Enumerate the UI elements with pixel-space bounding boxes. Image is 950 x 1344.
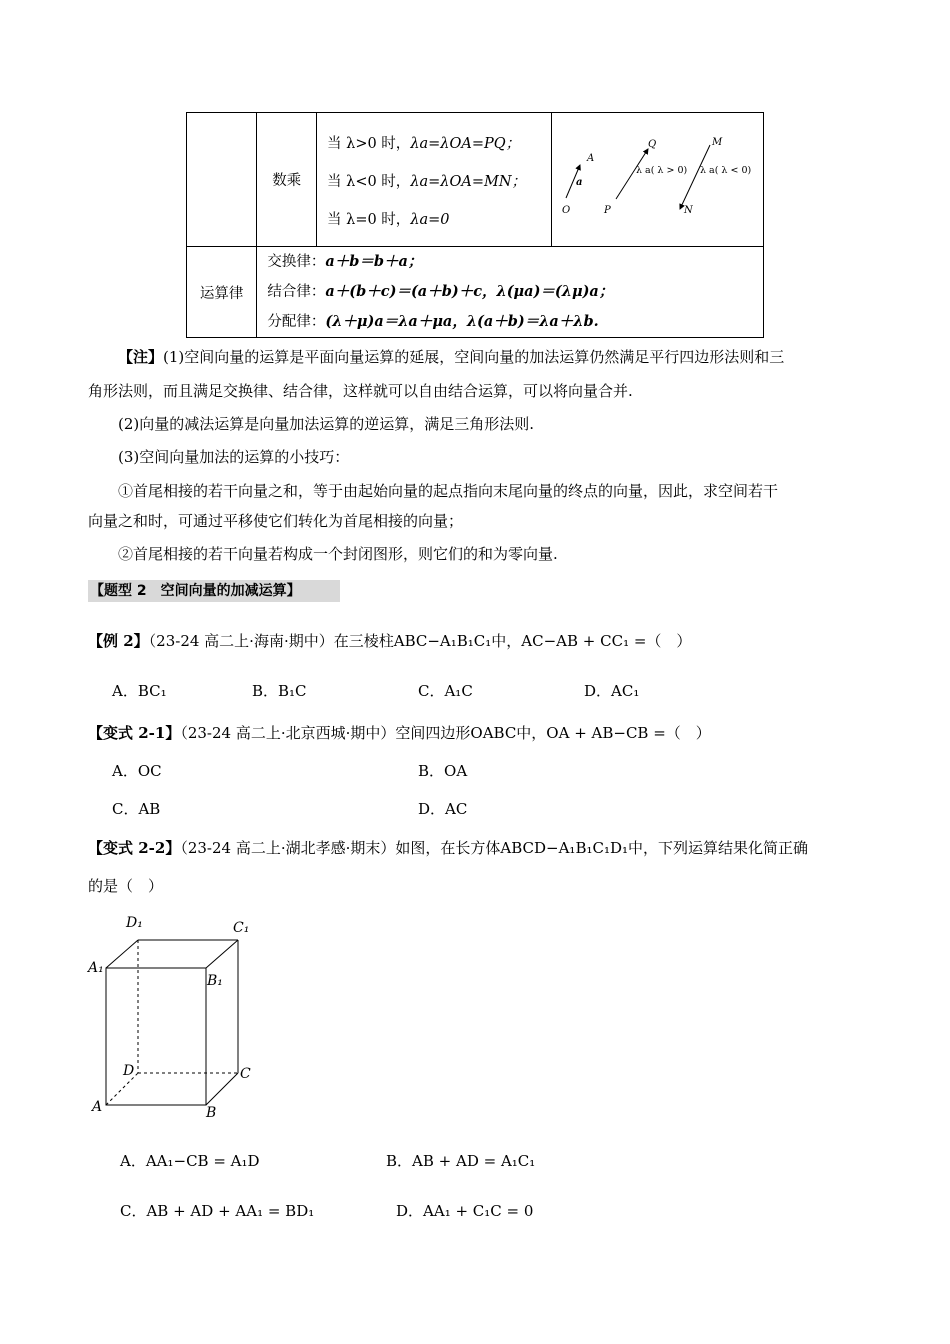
scalar-rules: 当 λ>0 时，λa=λOA=PQ； 当 λ<0 时，λa=λOA=MN； 当 λ=0 时，λa=0 <box>317 113 552 247</box>
note-line-3: (2)向量的减法运算是向量加法运算的逆运算，满足三角形法则. <box>118 415 535 433</box>
label-a: a <box>575 177 583 188</box>
variant-2-2-stem: 【变式 2-2】（23-24 高二上·湖北孝感·期末）如图，在长方体ABCD−A₁B₁C₁D₁中，下列运算结果化简正确 <box>88 839 809 857</box>
label-C: C <box>240 1066 251 1082</box>
scalar-label: 数乘 <box>257 113 317 247</box>
laws-label: 运算律 <box>187 247 257 338</box>
law-distributive: 分配律：(λ＋μ)a＝λa＋μa，λ(a＋b)＝λa＋λb. <box>267 313 599 330</box>
var21-option-c[interactable]: C．AB <box>112 800 161 818</box>
note-line-2: 角形法则，而且满足交换律、结合律，这样就可以自由结合运算，可以将向量合并. <box>88 382 633 400</box>
law-commutative: 交换律：a＋b＝b＋a； <box>267 253 423 270</box>
law-associative: 结合律：a＋(b＋c)＝(a＋b)＋c，λ(μa)＝(λμ)a； <box>267 283 614 300</box>
note-line-4: (3)空间向量加法的运算的小技巧： <box>118 448 350 466</box>
note-line-7: ②首尾相接的若干向量若构成一个封闭图形，则它们的和为零向量. <box>118 545 558 563</box>
var22-option-b[interactable]: B．AB + AD = A₁C₁ <box>386 1152 536 1170</box>
var21-option-d[interactable]: D．AC <box>418 800 468 818</box>
ex2-option-a[interactable]: A．BC₁ <box>112 682 167 700</box>
label-M: M <box>711 137 723 148</box>
label-lambda-negative: λ a( λ < 0) <box>699 165 752 176</box>
label-A1: A₁ <box>88 960 104 976</box>
edge-bc <box>206 1073 238 1105</box>
section-title: 【题型 2 空间向量的加减运算】 <box>88 580 340 602</box>
label-D1: D₁ <box>126 915 143 931</box>
label-P: P <box>603 205 611 216</box>
scalar-multiplication-diagram <box>552 113 763 246</box>
label-B1: B₁ <box>207 973 223 989</box>
label-O: O <box>561 205 571 216</box>
note-line-6: 向量之和时，可通过平移使它们转化为首尾相接的向量； <box>88 512 464 530</box>
table-blank-cell <box>187 113 257 247</box>
label-lambda-positive: λ a( λ > 0) <box>635 165 688 176</box>
ex2-option-b[interactable]: B．B₁C <box>252 682 307 700</box>
edge-a1d1 <box>106 940 138 968</box>
note-line-5: ①首尾相接的若干向量之和，等于由起始向量的起点指向末尾向量的终点的向量，因此，求空间若干 <box>118 482 779 500</box>
laws-cell <box>257 247 764 338</box>
example-2-stem: 【例 2】（23-24 高二上·海南·期中）在三棱柱ABC−A₁B₁C₁中，AC−AB + CC₁ =（ ） <box>88 632 692 650</box>
front-face <box>106 968 206 1105</box>
scalar-diagram-cell <box>551 113 763 247</box>
cuboid-figure <box>86 905 266 1125</box>
variant-2-1-stem: 【变式 2-1】（23-24 高二上·北京西城·期中）空间四边形OABC中，OA + AB−CB =（ ） <box>88 724 711 742</box>
vector-operations-table <box>186 112 764 338</box>
var22-option-c[interactable]: C．AB + AD + AA₁ = BD₁ <box>120 1202 315 1220</box>
var22-option-d[interactable]: D．AA₁ + C₁C = 0 <box>396 1202 534 1220</box>
var21-option-a[interactable]: A．OC <box>112 762 162 780</box>
vector-mn-arrow <box>680 145 710 209</box>
var21-option-b[interactable]: B．OA <box>418 762 468 780</box>
label-B: B <box>206 1105 217 1121</box>
note-line-1: 【注】(1)空间向量的运算是平面向量运算的延展，空间向量的加法运算仍然满足平行四边形法则和三 <box>118 348 785 366</box>
edge-b1c1 <box>206 940 238 968</box>
label-A: A <box>586 153 595 164</box>
variant-2-2-stem-cont: 的是（ ） <box>88 877 164 895</box>
ex2-option-c[interactable]: C．A₁C <box>418 682 473 700</box>
label-C1: C₁ <box>233 920 250 936</box>
ex2-option-d[interactable]: D．AC₁ <box>584 682 640 700</box>
var22-option-a[interactable]: A．AA₁−CB = A₁D <box>120 1152 260 1170</box>
label-Q: Q <box>647 139 657 150</box>
label-A: A <box>92 1099 103 1115</box>
label-D: D <box>123 1063 135 1079</box>
label-N: N <box>683 205 693 216</box>
